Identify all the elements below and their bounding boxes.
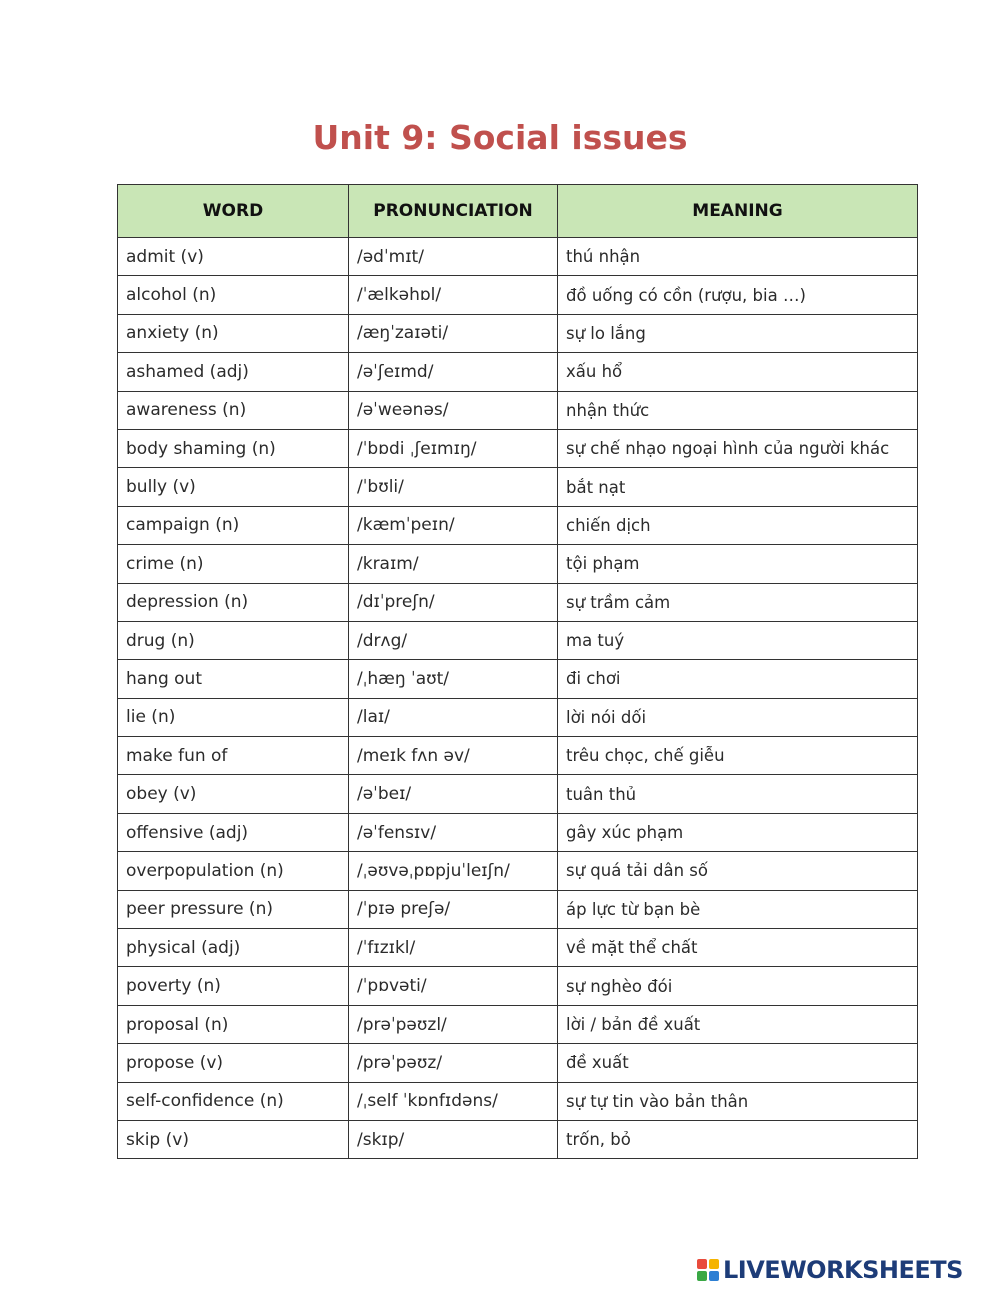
table-row [118, 852, 918, 890]
liveworksheets-watermark [697, 1254, 963, 1286]
word-cell: depression (n) [118, 583, 349, 621]
word-cell: peer pressure (n) [118, 890, 349, 928]
table-row [118, 238, 918, 276]
table-row [118, 1005, 918, 1043]
pronunciation-cell: /əˈweənəs/ [349, 391, 558, 429]
meaning-cell: áp lực từ bạn bè [558, 890, 918, 928]
liveworksheets-brand-text: LIVEWORKSHEETS [723, 1256, 963, 1284]
meaning-cell: trêu chọc, chế giễu [558, 737, 918, 775]
word-cell: alcohol (n) [118, 276, 349, 314]
table-row [118, 890, 918, 928]
meaning-cell: lời / bản đề xuất [558, 1005, 918, 1043]
pronunciation-cell: /ˈpɪə preʃə/ [349, 890, 558, 928]
table-row [118, 353, 918, 391]
pronunciation-cell: /ˌəʊvəˌpɒpjuˈleɪʃn/ [349, 852, 558, 890]
meaning-cell: chiến dịch [558, 506, 918, 544]
meaning-cell: xấu hổ [558, 353, 918, 391]
table-row [118, 468, 918, 506]
meaning-cell: sự lo lắng [558, 314, 918, 352]
table-row [118, 737, 918, 775]
pronunciation-cell: /æŋˈzaɪəti/ [349, 314, 558, 352]
meaning-cell: tội phạm [558, 545, 918, 583]
table-row [118, 276, 918, 314]
table-row [118, 929, 918, 967]
word-cell: awareness (n) [118, 391, 349, 429]
pronunciation-cell: /ˌself ˈkɒnfɪdəns/ [349, 1082, 558, 1120]
meaning-cell: sự chế nhạo ngoại hình của người khác [558, 429, 918, 467]
word-cell: obey (v) [118, 775, 349, 813]
word-cell: hang out [118, 660, 349, 698]
pronunciation-cell: /skɪp/ [349, 1120, 558, 1158]
word-cell: poverty (n) [118, 967, 349, 1005]
word-cell: campaign (n) [118, 506, 349, 544]
pronunciation-cell: /dɪˈpreʃn/ [349, 583, 558, 621]
table-row [118, 1120, 918, 1158]
word-cell: lie (n) [118, 698, 349, 736]
pronunciation-cell: /kæmˈpeɪn/ [349, 506, 558, 544]
pronunciation-cell: /ˈælkəhɒl/ [349, 276, 558, 314]
vocabulary-table [117, 184, 918, 1159]
word-cell: offensive (adj) [118, 813, 349, 851]
logo-square-yellow [709, 1259, 719, 1269]
table-row [118, 429, 918, 467]
meaning-cell: đi chơi [558, 660, 918, 698]
page-title: Unit 9: Social issues [312, 118, 688, 157]
column-header-meaning: MEANING [558, 185, 918, 238]
word-cell: drug (n) [118, 621, 349, 659]
column-header-word: WORD [118, 185, 349, 238]
pronunciation-cell: /ˈpɒvəti/ [349, 967, 558, 1005]
meaning-cell: sự tự tin vào bản thân [558, 1082, 918, 1120]
word-cell: proposal (n) [118, 1005, 349, 1043]
meaning-cell: trốn, bỏ [558, 1120, 918, 1158]
meaning-cell: về mặt thể chất [558, 929, 918, 967]
table-row [118, 775, 918, 813]
table-header-row [118, 185, 918, 238]
pronunciation-cell: /ˈbʊli/ [349, 468, 558, 506]
pronunciation-cell: /laɪ/ [349, 698, 558, 736]
table-row [118, 813, 918, 851]
table-row [118, 583, 918, 621]
pronunciation-cell: /kraɪm/ [349, 545, 558, 583]
meaning-cell: đề xuất [558, 1044, 918, 1082]
table-row [118, 506, 918, 544]
meaning-cell: sự quá tải dân số [558, 852, 918, 890]
table-row [118, 967, 918, 1005]
pronunciation-cell: /meɪk fʌn əv/ [349, 737, 558, 775]
table-row [118, 1082, 918, 1120]
meaning-cell: thú nhận [558, 238, 918, 276]
pronunciation-cell: /ˈfɪzɪkl/ [349, 929, 558, 967]
meaning-cell: gây xúc phạm [558, 813, 918, 851]
meaning-cell: sự trầm cảm [558, 583, 918, 621]
pronunciation-cell: /prəˈpəʊzl/ [349, 1005, 558, 1043]
word-cell: anxiety (n) [118, 314, 349, 352]
pronunciation-cell: /əˈfensɪv/ [349, 813, 558, 851]
meaning-cell: lời nói dối [558, 698, 918, 736]
word-cell: skip (v) [118, 1120, 349, 1158]
pronunciation-cell: /əˈbeɪ/ [349, 775, 558, 813]
table-row [118, 660, 918, 698]
pronunciation-cell: /ədˈmɪt/ [349, 238, 558, 276]
word-cell: body shaming (n) [118, 429, 349, 467]
table-row [118, 391, 918, 429]
meaning-cell: sự nghèo đói [558, 967, 918, 1005]
meaning-cell: bắt nạt [558, 468, 918, 506]
word-cell: admit (v) [118, 238, 349, 276]
table-row [118, 621, 918, 659]
word-cell: self-confidence (n) [118, 1082, 349, 1120]
word-cell: make fun of [118, 737, 349, 775]
pronunciation-cell: /ˈbɒdi ˌʃeɪmɪŋ/ [349, 429, 558, 467]
table-row [118, 314, 918, 352]
logo-square-blue [709, 1271, 719, 1281]
word-cell: physical (adj) [118, 929, 349, 967]
logo-square-green [697, 1271, 707, 1281]
logo-square-red [697, 1259, 707, 1269]
meaning-cell: đồ uống có cồn (rượu, bia …) [558, 276, 918, 314]
table-body [118, 238, 918, 1159]
word-cell: crime (n) [118, 545, 349, 583]
pronunciation-cell: /ˌhæŋ ˈaʊt/ [349, 660, 558, 698]
table-row [118, 545, 918, 583]
table-row [118, 1044, 918, 1082]
pronunciation-cell: /əˈʃeɪmd/ [349, 353, 558, 391]
word-cell: propose (v) [118, 1044, 349, 1082]
meaning-cell: ma tuý [558, 621, 918, 659]
liveworksheets-logo-icon [697, 1259, 719, 1281]
table-row [118, 698, 918, 736]
meaning-cell: tuân thủ [558, 775, 918, 813]
meaning-cell: nhận thức [558, 391, 918, 429]
word-cell: overpopulation (n) [118, 852, 349, 890]
word-cell: bully (v) [118, 468, 349, 506]
pronunciation-cell: /prəˈpəʊz/ [349, 1044, 558, 1082]
column-header-pronunciation: PRONUNCIATION [349, 185, 558, 238]
pronunciation-cell: /drʌg/ [349, 621, 558, 659]
word-cell: ashamed (adj) [118, 353, 349, 391]
